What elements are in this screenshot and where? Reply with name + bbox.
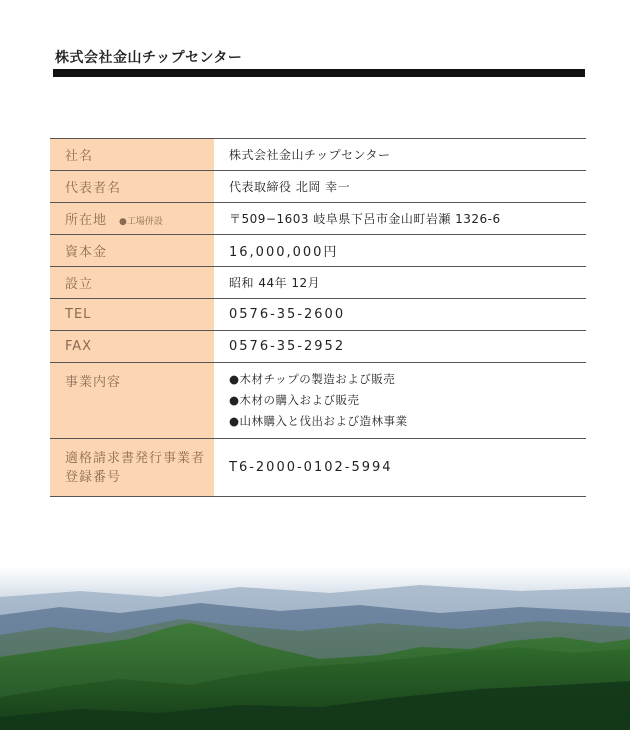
mountain-illustration [0,567,630,730]
factory-note: ●工場併設 [119,217,163,227]
row-label: 事業内容 [50,363,214,439]
list-item: ●木材チップの製造および販売 [229,372,396,386]
row-label: 代表者名 [50,171,214,203]
row-label-line: 登録番号 [65,469,122,485]
row-label: 設立 [50,267,214,299]
row-value-cell [214,363,586,439]
row-label-cell [50,203,214,235]
mountain-landscape-image [0,567,630,730]
title-divider-bar [53,69,585,77]
row-address [50,203,586,235]
row-tel [50,299,586,331]
row-company-name [50,139,586,171]
row-label-cell [50,439,214,497]
row-business [50,363,586,439]
row-value: 16,000,000円 [214,235,586,267]
row-value: 〒509−1603 岐阜県下呂市金山町岩瀬 1326-6 [214,203,586,235]
row-label: 社名 [50,139,214,171]
list-item: ●木材の購入および販売 [229,393,360,407]
business-list [229,369,586,432]
list-item: ●山林購入と伐出および造林事業 [229,414,408,428]
page-title: 株式会社金山チップセンター [55,50,243,66]
row-established [50,267,586,299]
row-label: 資本金 [50,235,214,267]
row-value: 0576-35-2952 [214,331,586,363]
row-value: 0576-35-2600 [214,299,586,331]
row-value: 株式会社金山チップセンター [214,139,586,171]
row-representative [50,171,586,203]
company-info-table [50,138,586,497]
row-label: TEL [50,299,214,331]
row-fax [50,331,586,363]
row-label-line: 適格請求書発行事業者 [65,450,206,466]
row-value: T6-2000-0102-5994 [214,439,586,497]
row-label: FAX [50,331,214,363]
row-capital [50,235,586,267]
row-invoice-registration [50,439,586,497]
row-value: 昭和 44年 12月 [214,267,586,299]
row-value: 代表取締役 北岡 幸一 [214,171,586,203]
row-label: 所在地 [65,213,108,228]
